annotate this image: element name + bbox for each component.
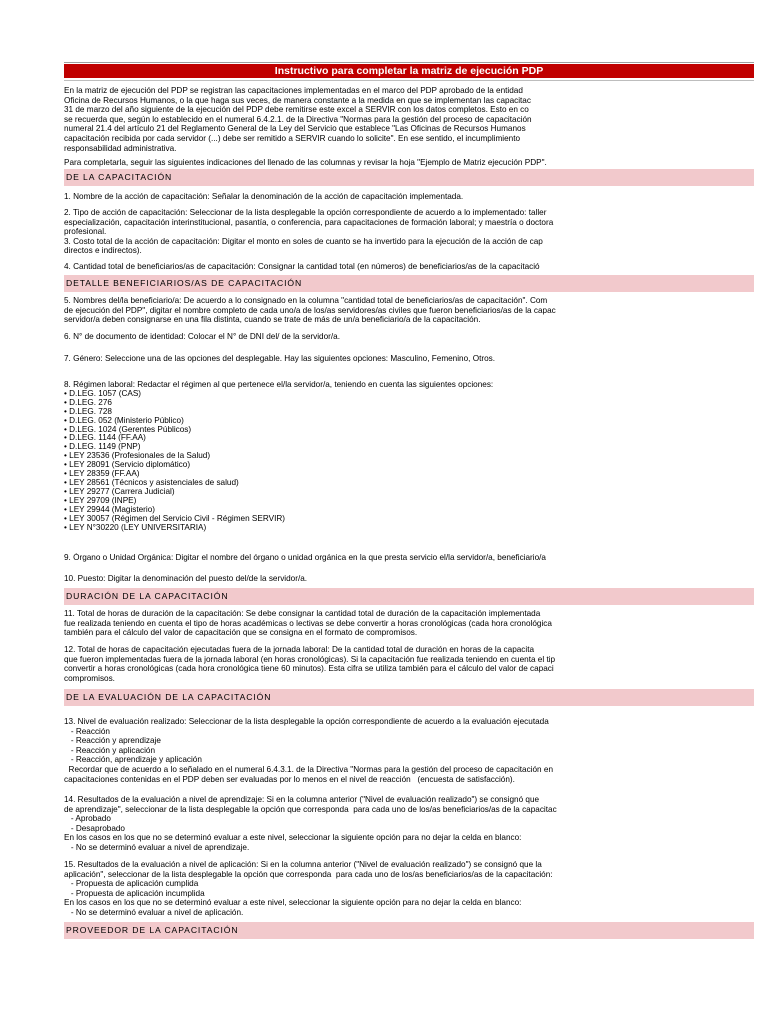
item-10[interactable]: [64, 574, 754, 584]
text-line: 12. Total de horas de capacitación ejecutadas fuera de la jornada laboral: De la cantidad total de duración en horas de la capacita: [64, 645, 535, 654]
text-line: directos e indirectos).: [64, 246, 142, 256]
item-8-regimen-list[interactable]: [64, 381, 754, 532]
text-line: 14. Resultados de la evaluación a nivel de aprendizaje: Si en la columna anterior ("Nivel de evaluación realizado") se consignó que: [64, 795, 540, 804]
item-15[interactable]: [64, 860, 754, 918]
section-proveedor[interactable]: PROVEEDOR DE LA CAPACITACIÓN: [64, 922, 754, 939]
text-line: 4. Cantidad total de beneficiarios/as de capacitación: Consignar la cantidad total (en números) de beneficiarios/as de la capacitació: [64, 262, 540, 271]
text-line: profesional.: [64, 227, 107, 237]
text-line: En los casos en los que no se determinó evaluar a este nivel, seleccionar la siguiente opción para no dejar la celda en blanco:: [64, 833, 522, 843]
text-line: 5. Nombres del/la beneficiario/a: De acuerdo a lo consignado en la columna "cantidad total de beneficiarios/as de capacitación". Com: [64, 296, 548, 305]
text-line: servidor/a deben consignarse en una fila distinta, cuando se trate de más de un/a beneficiario/a de la capacitación.: [64, 315, 481, 325]
text-line: 15. Resultados de la evaluación a nivel de aplicación: Si en la columna anterior ("Nivel de evaluación realizado") se consignó que la: [64, 860, 542, 869]
item-9[interactable]: [64, 553, 754, 563]
item-5[interactable]: [64, 296, 754, 325]
text-line: de aprendizaje", seleccionar de la lista desplegable la opción que corresponda para cada uno de los/as beneficiarios/as de la capacitac: [64, 804, 557, 814]
text-line: 7. Género: Seleccione una de las opciones del desplegable. Hay las siguientes opciones: Masculino, Femenino, Otros.: [64, 354, 496, 363]
text-line: - No se determinó evaluar a nivel de aprendizaje.: [64, 842, 250, 852]
item-7[interactable]: [64, 354, 754, 364]
sheet-top-border: [64, 62, 754, 63]
text-line: Recordar que de acuerdo a lo señalado en el numeral 6.4.3.1. de la Directiva "Normas para la gestión del proceso de capacitación en: [64, 764, 553, 774]
item-1[interactable]: [64, 192, 754, 202]
row-divider: [64, 80, 754, 81]
text-line: • LEY 29944 (Magisterio): [64, 504, 156, 514]
text-line: • D.LEG. 728: [64, 406, 112, 416]
text-line: - Aprobado: [64, 814, 111, 824]
section-duracion[interactable]: DURACIÓN DE LA CAPACITACIÓN: [64, 588, 754, 605]
text-line: de ejecución del PDP", digitar el nombre completo de cada uno/a de los/as servidores/as civiles que fueron beneficiarios/as de la capac: [64, 305, 556, 315]
text-line: que fueron implementadas fuera de la jornada laboral (en horas cronológicas). Si la capacitación fue realizada teniendo en cuenta el tip: [64, 654, 556, 664]
text-line: Oficina de Recursos Humanos, o la que haga sus veces, de manera constante a la medida en que se implementan las capacitac: [64, 95, 531, 105]
item-2-3[interactable]: [64, 208, 754, 256]
text-line: • D.LEG. 1024 (Gerentes Públicos): [64, 424, 192, 434]
text-line: - Reacción, aprendizaje y aplicación: [64, 755, 202, 765]
text-line: • LEY 29277 (Carrera Judicial): [64, 486, 175, 496]
text-line: convertir a horas cronológicas (cada hora cronológica tiene 60 minutos). Esta cifra se utiliza también para el cálculo del valor de capaci: [64, 664, 554, 674]
text-line: • LEY 28359 (FF.AA): [64, 469, 140, 479]
text-line: - No se determinó evaluar a nivel de aplicación.: [64, 907, 244, 917]
text-line: • D.LEG. 276: [64, 397, 112, 407]
text-line: responsabilidad administrativa.: [64, 143, 177, 153]
text-line: • LEY 30057 (Régimen del Servicio Civil - Régimen SERVIR): [64, 513, 285, 523]
text-line: 10. Puesto: Digitar la denominación del puesto del/de la servidor/a.: [64, 574, 308, 583]
text-line: - Reacción: [64, 726, 110, 736]
text-line: • D.LEG. 1149 (PNP): [64, 442, 141, 452]
text-line: 8. Régimen laboral: Redactar el régimen al que pertenece el/la servidor/a, teniendo en cuenta las siguientes opciones:: [64, 381, 494, 389]
text-line: 13. Nivel de evaluación realizado: Seleccionar de la lista desplegable la opción correspondiente de acuerdo a la evaluación ejecutada: [64, 717, 549, 726]
text-line: - Propuesta de aplicación incumplida: [64, 888, 205, 898]
section-capacitacion[interactable]: DE LA CAPACITACIÓN: [64, 169, 754, 186]
text-line: 31 de marzo del año siguiente de la ejecución del PDP debe remitirse este excel a SERVIR con los datos completos. Esto en co: [64, 105, 529, 115]
instructions-sheet: [64, 62, 754, 1022]
text-line: compromisos.: [64, 673, 115, 683]
text-line: • D.LEG. 1057 (CAS): [64, 388, 142, 398]
item-6[interactable]: [64, 332, 754, 342]
item-4[interactable]: [64, 262, 754, 272]
text-line: capacitación recibida por cada servidor (...) debe ser remitido a SERVIR cuando lo solicite". En ese sentido, el incumplimiento: [64, 133, 521, 143]
section-evaluacion[interactable]: DE LA EVALUACIÓN DE LA CAPACITACIÓN: [64, 689, 754, 706]
text-line: • LEY 23536 (Profesionales de la Salud): [64, 451, 211, 461]
text-line: - Propuesta de aplicación cumplida: [64, 879, 199, 889]
text-line: 1. Nombre de la acción de capacitación: Señalar la denominación de la acción de capacitación implementada.: [64, 192, 464, 201]
text-line: • LEY 29709 (INPE): [64, 495, 137, 505]
text-line: capacitaciones contenidas en el PDP deben ser evaluadas por lo menos en el nivel de reacción (encuesta de satisfacción).: [64, 774, 515, 784]
text-line: • D.LEG. 052 (Ministerio Público): [64, 415, 184, 425]
text-line: • LEY N°30220 (LEY UNIVERSITARIA): [64, 522, 207, 532]
text-line: • LEY 28561 (Técnicos y asistenciales de salud): [64, 477, 239, 487]
item-11[interactable]: [64, 609, 754, 638]
text-line: se recuerda que, según lo establecido en el numeral 6.4.2.1. de la Directiva "Normas para la gestión del proceso de capacitación: [64, 114, 532, 124]
text-line: también para el cálculo del valor de capacitación que se consigna en el formato de compromisos.: [64, 628, 418, 638]
text-line: • LEY 28091 (Servicio diplomático): [64, 460, 191, 470]
text-line: especialización, capacitación interinstitucional, pasantía, o conferencia, para capacitaciones de formación laboral; y maestría o doctora: [64, 217, 554, 227]
text-line: 6. N° de documento de identidad: Colocar el N° de DNI del/ de la servidor/a.: [64, 332, 340, 341]
item-13[interactable]: [64, 717, 754, 784]
text-line: aplicación", seleccionar de la lista desplegable la opción que corresponda para cada uno de los/as beneficiarios/as de la capacitación:: [64, 869, 553, 879]
intro-note[interactable]: Para completarla, seguir las siguientes indicaciones del llenado de las columnas y revisar la hoja "Ejemplo de Matriz ejecución PDP".: [64, 158, 547, 167]
text-line: • D.LEG. 1144 (FF.AA): [64, 433, 146, 443]
text-line: En la matriz de ejecución del PDP se registran las capacitaciones implementadas en el marco del PDP aprobado de la entidad: [64, 86, 523, 95]
text-line: 9. Órgano o Unidad Orgánica: Digitar el nombre del órgano o unidad orgánica en la que presta servicio el/la servidor/a, beneficiario/a: [64, 553, 546, 562]
text-line: 2. Tipo de acción de capacitación: Seleccionar de la lista desplegable la opción correspondiente de acuerdo a lo implementado: taller: [64, 208, 547, 217]
section-beneficiarios[interactable]: DETALLE BENEFICIARIOS/AS DE CAPACITACIÓN: [64, 275, 754, 292]
text-line: - Reacción y aprendizaje: [64, 736, 161, 746]
text-line: En los casos en los que no se determinó evaluar a este nivel, seleccionar la siguiente opción para no dejar la celda en blanco:: [64, 898, 522, 908]
text-line: 3. Costo total de la acción de capacitación: Digitar el monto en soles de cuanto se ha invertido para la ejecución de la acción de cap: [64, 236, 543, 246]
item-12[interactable]: [64, 645, 754, 683]
intro-paragraph[interactable]: [64, 86, 754, 153]
sheet-title: Instructivo para completar la matriz de ejecución PDP: [64, 64, 754, 78]
text-line: fue realizada teniendo en cuenta el tipo de horas académicas o lectivas se debe convertir a horas cronológicas (cada hora cronológica: [64, 618, 552, 628]
text-line: numeral 21.4 del artículo 21 del Reglamento General de la Ley del Servicio que establece "Las Oficinas de Recursos Humanos: [64, 124, 526, 134]
text-line: - Desaprobado: [64, 823, 125, 833]
text-line: 11. Total de horas de duración de la capacitación: Se debe consignar la cantidad total de duración de la capacitación implementada: [64, 609, 541, 618]
item-14[interactable]: [64, 795, 754, 853]
text-line: - Reacción y aplicación: [64, 745, 156, 755]
